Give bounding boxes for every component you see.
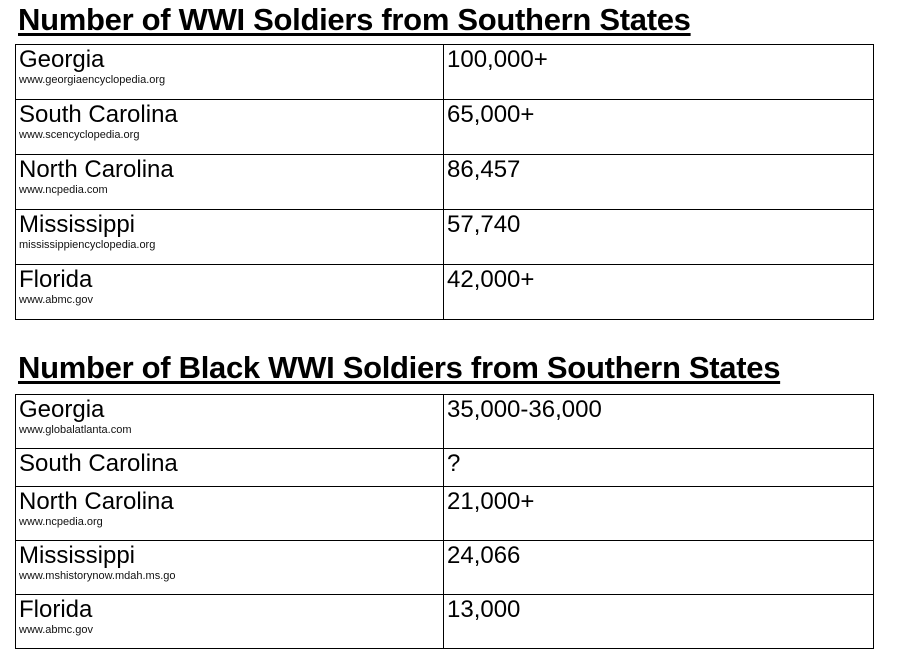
state-cell xyxy=(16,395,444,449)
state-name: Mississippi xyxy=(19,211,136,238)
table-row xyxy=(16,487,874,541)
source-citation: www.mshistorynow.mdah.ms.go xyxy=(19,570,176,582)
soldier-count: 57,740 xyxy=(447,211,521,238)
source-citation: www.ncpedia.org xyxy=(19,516,103,528)
source-citation: www.ncpedia.com xyxy=(19,184,108,196)
state-cell xyxy=(16,541,444,595)
value-cell xyxy=(444,449,874,487)
state-cell xyxy=(16,100,444,155)
state-name: Georgia xyxy=(19,46,105,73)
value-cell xyxy=(444,155,874,210)
source-citation: www.globalatlanta.com xyxy=(19,424,132,436)
state-cell xyxy=(16,210,444,265)
state-cell xyxy=(16,265,444,320)
soldier-count: 100,000+ xyxy=(447,46,548,73)
state-name: North Carolina xyxy=(19,156,174,183)
value-cell xyxy=(444,265,874,320)
table-row xyxy=(16,265,874,320)
source-citation: www.scencyclopedia.org xyxy=(19,129,140,141)
soldier-count: 35,000-36,000 xyxy=(447,396,602,423)
soldier-count: 24,066 xyxy=(447,542,521,569)
value-cell xyxy=(444,595,874,649)
all-soldiers-table xyxy=(15,44,874,320)
source-citation: www.georgiaencyclopedia.org xyxy=(19,74,166,86)
soldier-count: 86,457 xyxy=(447,156,521,183)
state-cell xyxy=(16,487,444,541)
state-name: Florida xyxy=(19,596,93,623)
table-row xyxy=(16,395,874,449)
soldier-count: 21,000+ xyxy=(447,488,535,515)
source-citation: www.abmc.gov xyxy=(19,624,93,636)
state-name: Mississippi xyxy=(19,542,136,569)
value-cell xyxy=(444,100,874,155)
table-row xyxy=(16,100,874,155)
soldier-count: ? xyxy=(447,450,461,477)
table-row xyxy=(16,155,874,210)
table-row xyxy=(16,595,874,649)
soldier-count: 13,000 xyxy=(447,596,521,623)
state-cell xyxy=(16,595,444,649)
state-name: Georgia xyxy=(19,396,105,423)
soldier-count: 65,000+ xyxy=(447,101,535,128)
value-cell xyxy=(444,487,874,541)
state-name: Florida xyxy=(19,266,93,293)
soldier-count: 42,000+ xyxy=(447,266,535,293)
table-row xyxy=(16,449,874,487)
state-cell xyxy=(16,449,444,487)
state-cell xyxy=(16,45,444,100)
table-title-black-soldiers: Number of Black WWI Soldiers from Southern States xyxy=(18,350,781,385)
table-row xyxy=(16,210,874,265)
state-name: North Carolina xyxy=(19,488,174,515)
value-cell xyxy=(444,210,874,265)
source-citation: www.abmc.gov xyxy=(19,294,93,306)
table-row xyxy=(16,45,874,100)
value-cell xyxy=(444,541,874,595)
table-row xyxy=(16,541,874,595)
state-name: South Carolina xyxy=(19,101,178,128)
value-cell xyxy=(444,395,874,449)
value-cell xyxy=(444,45,874,100)
black-soldiers-table xyxy=(15,394,874,649)
table-title-all-soldiers: Number of WWI Soldiers from Southern States xyxy=(18,2,691,37)
state-cell xyxy=(16,155,444,210)
source-citation: mississippiencyclopedia.org xyxy=(19,239,156,251)
state-name: South Carolina xyxy=(19,450,178,477)
